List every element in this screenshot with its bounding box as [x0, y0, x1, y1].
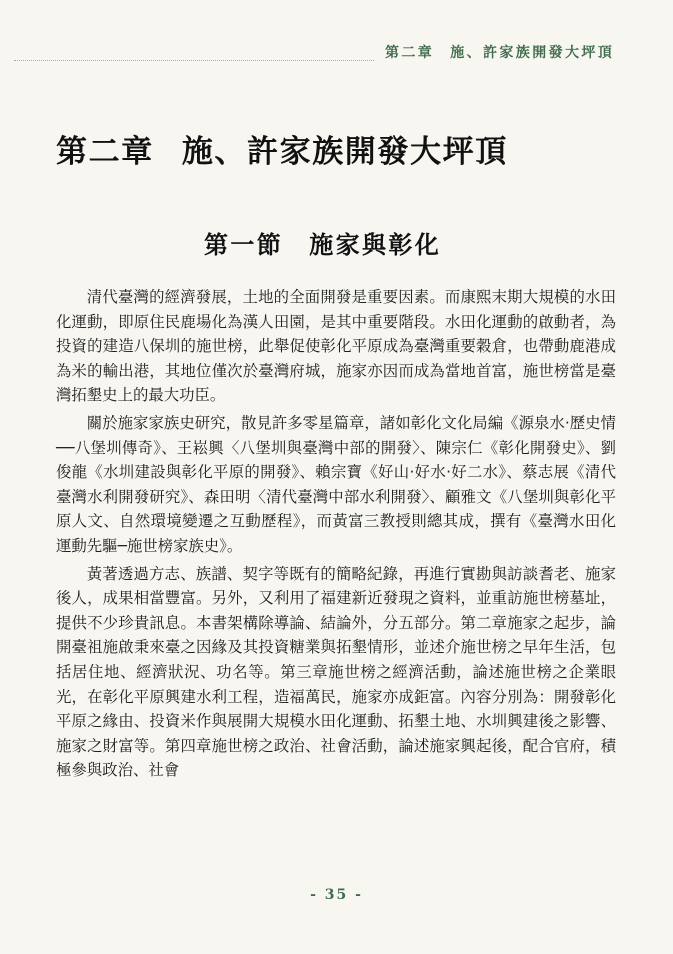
section-number: 第一節	[204, 230, 284, 259]
paragraph-1: 清代臺灣的經濟發展，土地的全面開發是重要因素。而康熙末期大規模的水田化運動，即原住民鹿場化為漢人田園，是其中重要階段。水田化運動的啟動者，為投資的建造八保圳的施世榜，此舉促使彰化平原成為臺灣重要穀倉，也帶動鹿港成為米的輸出港，其地位僅次於臺灣府城，施家亦因而成為當地首富，施世榜當是臺灣拓墾史上的最大功臣。	[56, 288, 616, 405]
chapter-number: 第二章	[56, 134, 154, 170]
header-divider	[14, 60, 374, 61]
running-header	[0, 0, 673, 72]
chapter-title	[56, 126, 508, 171]
running-header-chapter-label: 第二章	[385, 45, 435, 61]
page-number: - 35 -	[310, 887, 363, 903]
section-title	[204, 225, 441, 260]
running-header-text	[385, 42, 614, 62]
section-title-text: 施家與彰化	[309, 230, 442, 259]
paragraph-2: 關於施家家族史研究，散見許多零星篇章，諸如彰化文化局編《源泉水‧歷史情──八堡圳傳奇》、王崧興〈八堡圳與臺灣中部的開發〉、陳宗仁《彰化開發史》、劉俊龍《水圳建設與彰化平原的開發》、賴宗寶《好山‧好水‧好二水》、蔡志展《清代臺灣水利開發研究》、森田明〈清代臺灣中部水利開發〉、顧雅文《八堡圳與彰化平原人文、自然環境變遷之互動歷程》，而黃富三教授則總其成，撰有《臺灣水田化運動先驅─施世榜家族史》。	[56, 413, 616, 555]
running-header-chapter-title: 施、許家族開發大坪頂	[450, 45, 615, 61]
chapter-title-text: 施、許家族開發大坪頂	[181, 134, 508, 170]
body-text	[56, 285, 616, 786]
paragraph-3: 黃著透過方志、族譜、契字等既有的簡略紀錄，再進行實勘與訪談耆老、施家後人，成果相當豐富。另外，又利用了福建新近發現之資料，並重訪施世榜墓址，提供不少珍貴訊息。本書架構除導論、結論外，分五部分。第二章施家之起步，論開臺祖施啟秉來臺之因緣及其投資糖業與拓墾情形，並述介施世榜之早年生活，包括居住地、經濟狀況、功名等。第三章施世榜之經濟活動，論述施世榜之企業眼光，在彰化平原興建水利工程，造福萬民，施家亦成鉅富。內容分別為：開發彰化平原之緣由、投資米作與展開大規模水田化運動、拓墾土地、水圳興建後之影響、施家之財富等。第四章施世榜之政治、社會活動，論述施家興起後，配合官府，積極參與政治、社會	[56, 564, 616, 780]
